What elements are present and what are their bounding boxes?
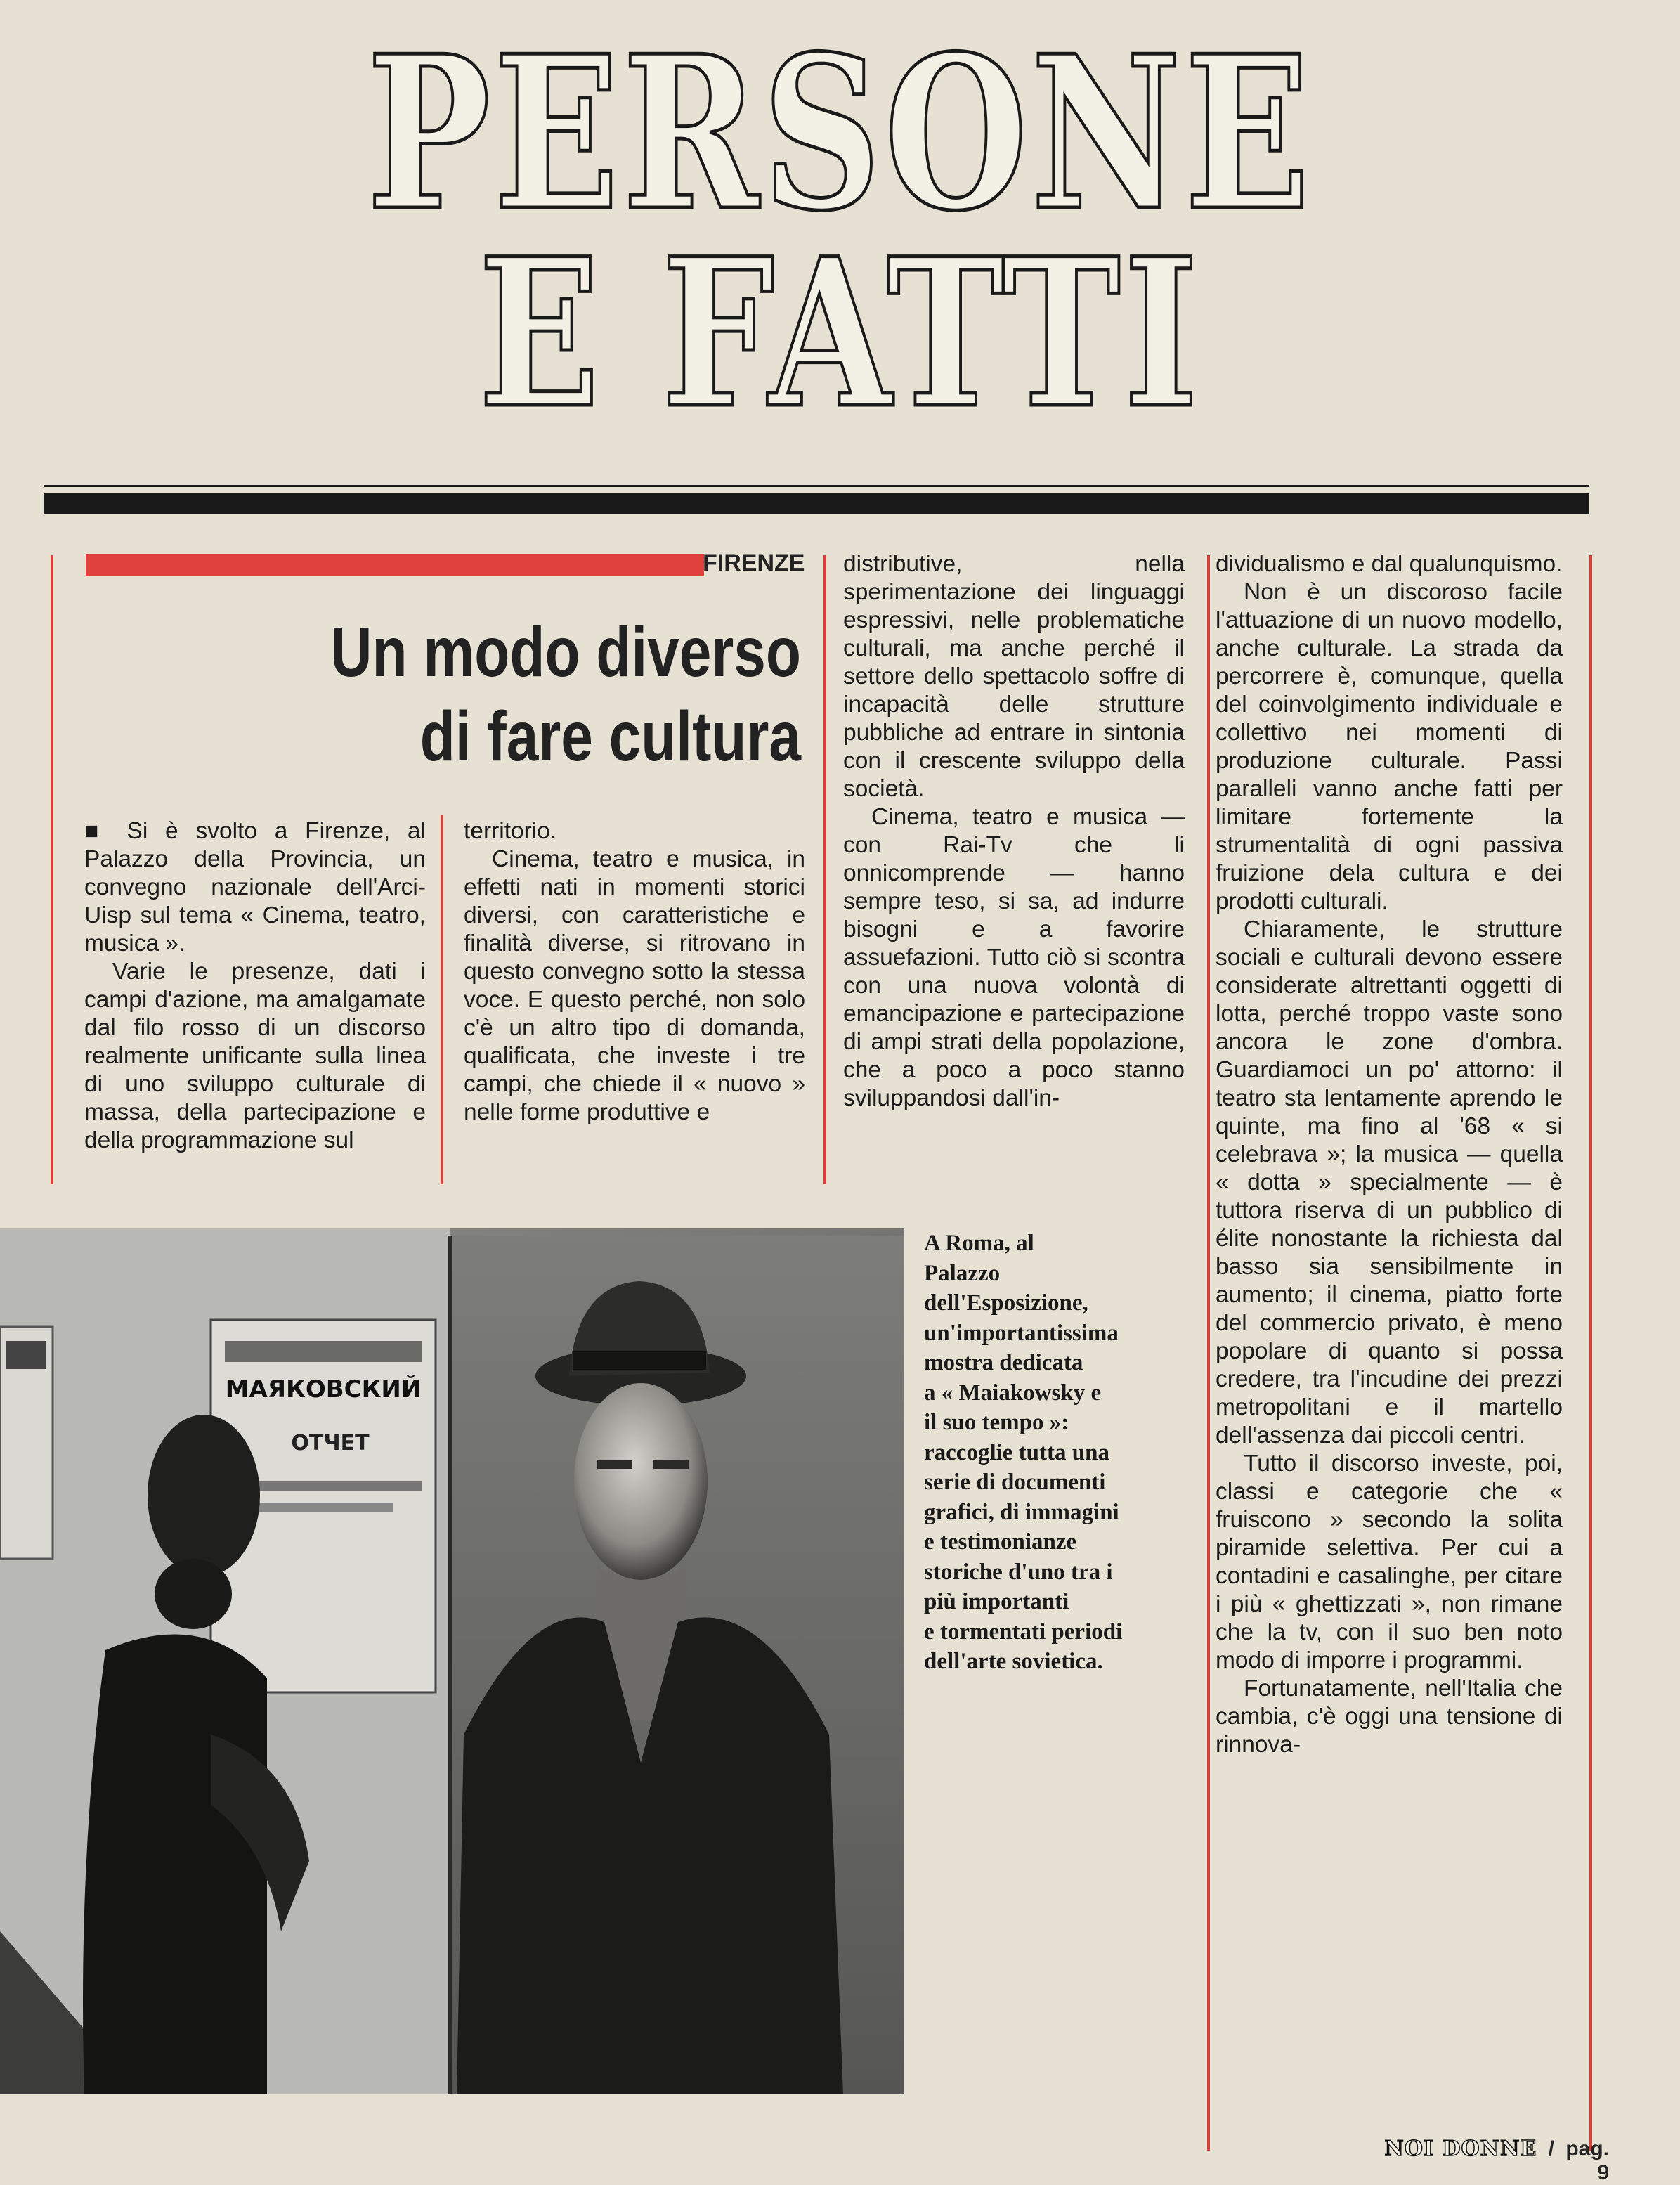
article-city: FIRENZE <box>703 550 805 576</box>
column-rule-4 <box>1207 555 1210 2151</box>
page-number: pag. 9 <box>1565 2137 1609 2184</box>
caption-line: mostra dedicata <box>924 1350 1083 1375</box>
section-red-bar <box>86 554 704 576</box>
paragraph: Chiaramente, le strutture sociali e culturali devono essere considerate altrettanti oggetti di lotta, perché troppo vaste sono ancora le zone d'ombra. Guardiamoci un po' attorno: il teatro sta lentamente aprendo le quinte, ma fino al '68 « si celebrava »; la musica — quella « dotta » specialmente — è tuttora riserva di un pubblico di élite nonostante la richiesta dal basso sia sensibilmente in aumento; il cinema, piatto forte del commercio privato, è meno popolare di quanto si possa credere, tra l'incudine dei prezzi metropolitani e il martello dell'assenza dai piccoli centri. <box>1216 916 1563 1448</box>
top-rule-thick <box>44 493 1589 514</box>
exhibition-photo-art <box>0 1228 904 2094</box>
caption-line: Palazzo <box>924 1260 1001 1286</box>
paragraph: Fortunatamente, nell'Italia che cambia, c'è oggi una tensione di rinnova- <box>1216 1675 1563 1758</box>
paragraph: territorio. <box>464 818 557 844</box>
article-column-1 <box>84 817 426 1155</box>
magazine-logo: NOI DONNE <box>1384 2137 1537 2161</box>
paragraph: Cinema, teatro e musica — con Rai-Tv che li onnicomprende — hanno sempre teso, si sa, ad indurre bisogni e a favorire assuefazioni. Tutto ciò si scontra con una nuova volontà di emancipazione e partecipazione di ampi strati della popolazione, che a poco a poco stanno sviluppandosi dall'in- <box>843 804 1185 1111</box>
poster-title-text: МАЯКОВСКИЙ <box>225 1375 422 1403</box>
caption-line: a « Maiakowsky e <box>924 1380 1102 1406</box>
caption-line: e tormentati periodi <box>924 1619 1123 1645</box>
caption-line: un'importantissima <box>924 1320 1119 1346</box>
caption-line: dell'Esposizione, <box>924 1290 1088 1316</box>
paragraph: distributive, nella sperimentazione dei linguaggi espressivi, nelle problematiche culturali, ma anche perché il settore dello spettacolo soffre di incapacità delle strutture pubbliche ad entrare in sintonia con il crescente sviluppo della società. <box>843 551 1185 802</box>
article-column-3 <box>843 550 1185 1113</box>
article-title-line2: di fare cultura <box>419 697 801 776</box>
caption-line: grafici, di immagini <box>924 1499 1119 1525</box>
article-title-line1: Un modo diverso <box>330 613 801 692</box>
caption-line: dell'arte sovietica. <box>924 1649 1103 1674</box>
caption-line: serie di documenti <box>924 1470 1106 1495</box>
caption-line: e testimonianze <box>924 1529 1077 1555</box>
footer-separator: / <box>1548 2137 1554 2160</box>
article-column-2 <box>464 817 805 1127</box>
caption-line: A Roma, al <box>924 1231 1034 1256</box>
article-column-4 <box>1216 550 1563 1759</box>
section-title-line2: E FATTI <box>478 214 1202 453</box>
poster-subtitle-text: ОТЧЕТ <box>291 1431 370 1455</box>
column-rule-1 <box>51 555 53 1184</box>
paragraph: dividualismo e dal qualunquismo. <box>1216 551 1563 577</box>
caption-line: più importanti <box>924 1589 1069 1614</box>
page-footer <box>1370 2137 1609 2185</box>
section-title-line1: PERSONE <box>367 9 1313 257</box>
paragraph: Varie le presenze, dati i campi d'azione, ma amalgamate dal filo rosso di un discorso realmente unificante sulla linea di uno sviluppo culturale di massa, della partecipazione e della programmazione sul <box>84 959 426 1153</box>
caption-line: storiche d'uno tra i <box>924 1559 1113 1585</box>
caption-line: raccoglie tutta una <box>924 1439 1109 1465</box>
column-rule-2 <box>441 815 443 1184</box>
exhibition-photo <box>0 1228 904 2094</box>
top-rule-thin <box>44 485 1589 487</box>
column-rule-5 <box>1589 555 1592 2151</box>
paragraph: ■ Si è svolto a Firenze, al Palazzo della Provincia, un convegno nazionale dell'Arci-Uisp sul tema « Cinema, teatro, musica ». <box>84 818 426 957</box>
column-rule-3 <box>823 555 826 1184</box>
caption-line: il suo tempo »: <box>924 1410 1069 1435</box>
photo-caption <box>924 1228 1191 1677</box>
paragraph: Cinema, teatro e musica, in effetti nati in momenti storici diversi, con caratteristiche e finalità diverse, si ritrovano in questo convegno sotto la stessa voce. E questo perché, non solo c'è un altro tipo di domanda, qualificata, che investe i tre campi, che chiede il « nuovo » nelle forme produttive e <box>464 846 805 1125</box>
paragraph: Tutto il discorso investe, poi, classi e categorie che « fruiscono » secondo la solita piramide selettiva. Per cui a contadini e casalinghe, per citare i più « ghettizzati », non rimane che la tv, con il suo ben noto modo di imporre i programmi. <box>1216 1451 1563 1673</box>
paragraph: Non è un discoroso facile l'attuazione di un nuovo modello, anche culturale. La strada da percorrere è, comunque, quella del coinvolgimento individuale e collettivo nei momenti di produzione culturale. Passi paralleli vanno anche fatti per limitare fortemente la strumentalità di ogni passiva fruizione dela cultura e dei prodotti culturali. <box>1216 579 1563 914</box>
